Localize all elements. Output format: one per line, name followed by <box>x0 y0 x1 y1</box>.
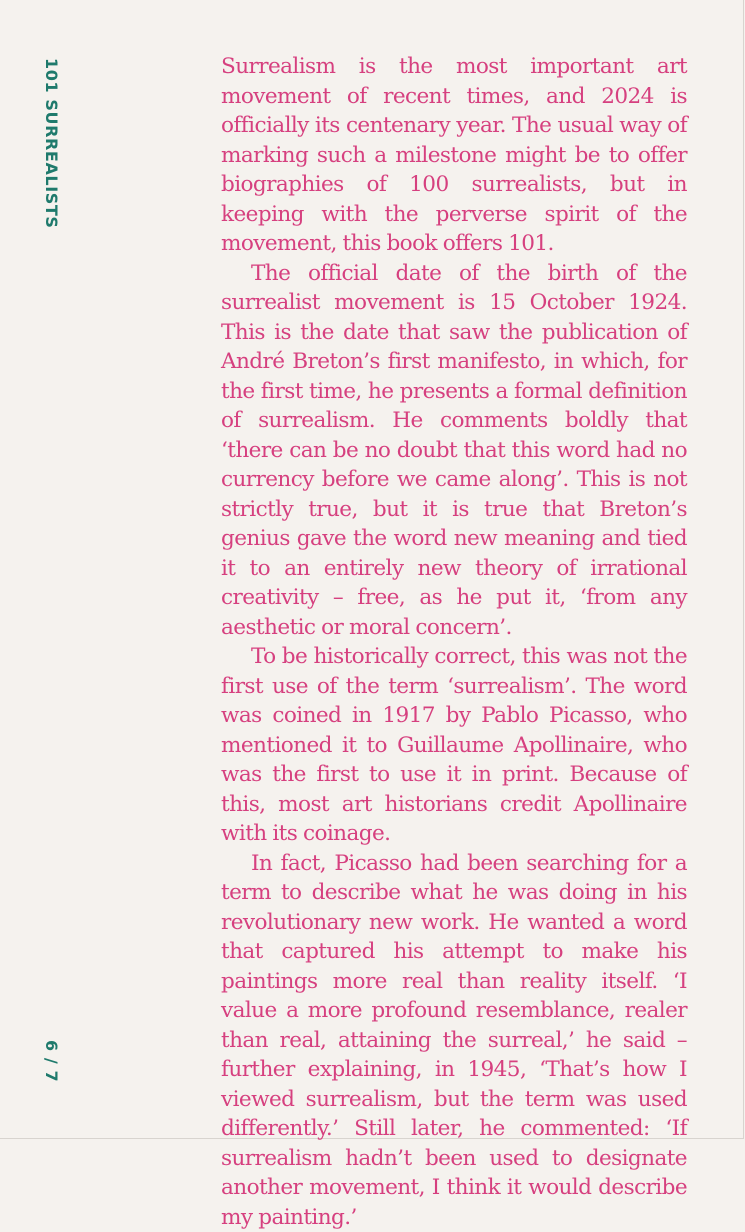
running-head: 101 SURREALISTS <box>41 58 61 229</box>
page-folio: 6 / 7 <box>41 1040 61 1082</box>
paragraph: The official date of the birth of the surrealist movement is 15 October 1924. This is the date that saw the publication of André Breton’s first manifesto, in which, for the first time, he presents a formal definition of surrealism. He comments boldly that ‘there can be no doubt that this word had no currency before we came along’. This is not strictly true, but it is true that Breton’s genius gave the word new meaning and tied it to an entirely new theory of irrational creativity – free, as he put it, ‘from any aesthetic or moral concern’. <box>221 259 687 643</box>
paragraph: Surrealism is the most important art movement of recent times, and 2024 is officially its centenary year. The usual way of marking such a milestone might be to offer biographies of 100 surrealists, but in keeping with the perverse spirit of the movement, this book offers 101. <box>221 52 687 259</box>
paragraph: To be historically correct, this was not the first use of the term ‘surrealism’. The word was coined in 1917 by Pablo Picasso, who mentioned it to Guillaume Apollinaire, who was the first to use it in print. Because of this, most art historians credit Apollinaire with its coinage. <box>221 642 687 849</box>
paragraph: In fact, Picasso had been searching for a term to describe what he was doing in his revolutionary new work. He wanted a word that captured his attempt to make his paintings more real than reality itself. ‘I value a more profound resemblance, realer than real, attaining the surreal,’ he said – further explaining, in 1945, ‘That’s how I viewed surrealism, but the term was used differently.’ Still later, he commented: ‘If surrealism hadn’t been used to designate another movement, I think it would describe my painting.’ <box>221 849 687 1232</box>
body-text <box>221 52 687 1232</box>
